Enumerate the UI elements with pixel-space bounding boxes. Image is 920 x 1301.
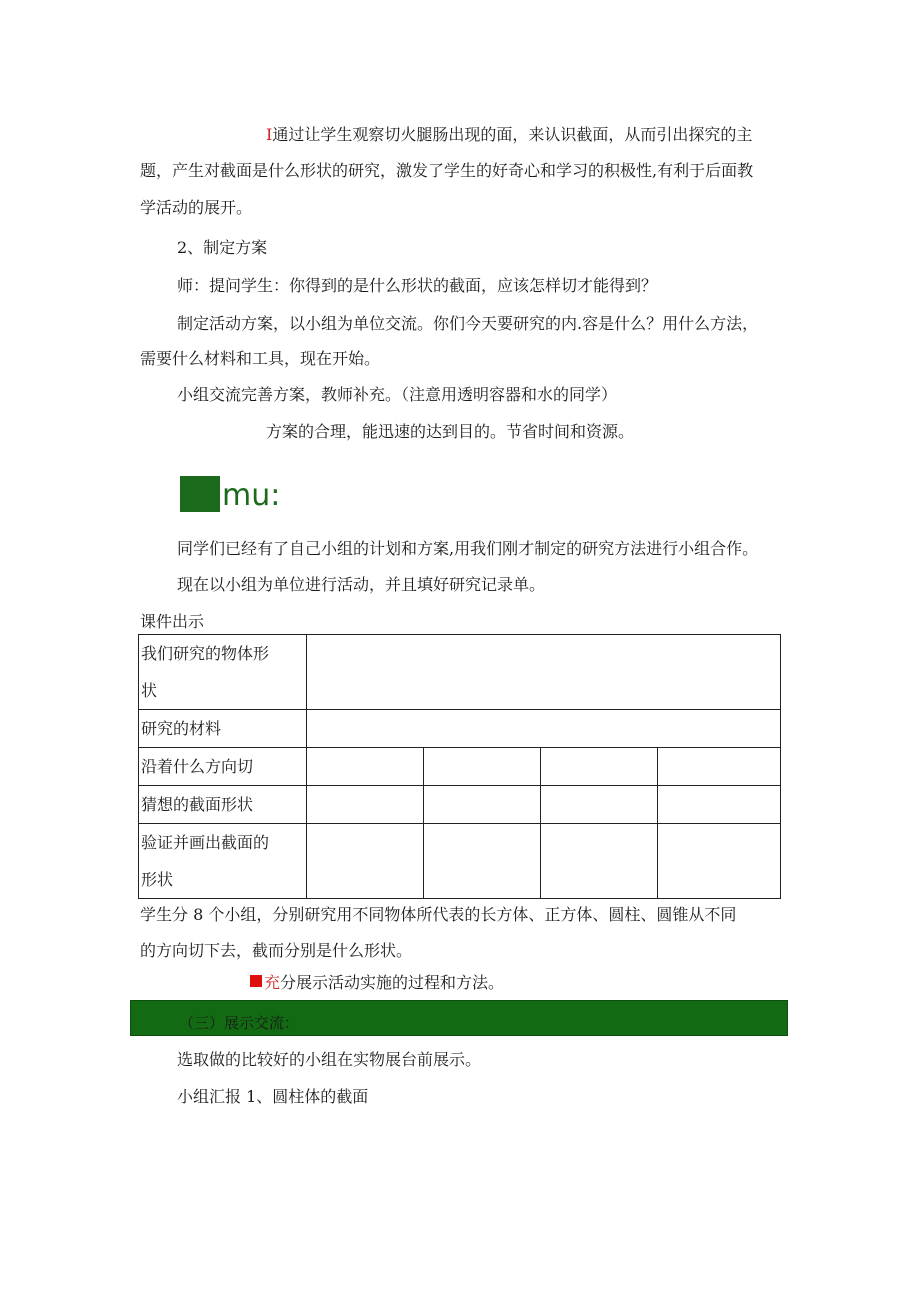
table-row	[139, 824, 781, 899]
section-title: 2、制定方案	[177, 238, 268, 257]
table-cell-label: 研究的材料	[139, 710, 307, 748]
activity-line-1: 同学们已经有了自己小组的计划和方案,用我们刚才制定的研究方法进行小组合作。	[177, 539, 759, 558]
groups-line-2: 的方向切下去，截而分别是什么形状。	[140, 941, 413, 960]
table-cell-label: 沿着什么方向切	[139, 748, 307, 786]
table-cell-blank	[307, 710, 781, 748]
marker: I	[266, 125, 273, 144]
question: 师：提问学生：你得到的是什么形状的截面，应该怎样切才能得到？	[177, 276, 658, 295]
improve-line: 小组交流完善方案，教师补充。（注意用透明容器和水的同学）	[177, 385, 618, 404]
table-cell-blank	[658, 748, 781, 786]
intro-line-3: 学活动的展开。	[140, 198, 253, 217]
intro-line-2: 题，产生对截面是什么形状的研究，激发了学生的好奇心和学习的积极性,有利于后面教	[140, 161, 754, 180]
activity-line-2: 现在以小组为单位进行活动，并且填好研究记录单。	[177, 575, 546, 594]
table-cell-label: 验证并画出截面的 形状	[139, 824, 307, 899]
table-cell-blank	[424, 786, 541, 824]
table-cell-blank	[541, 748, 658, 786]
table-cell-blank	[541, 824, 658, 899]
table-cell-blank	[307, 786, 424, 824]
closing-line-1: 选取做的比较好的小组在实物展台前展示。	[177, 1050, 482, 1069]
groups-note: 充分展示活动实施的过程和方法。	[250, 975, 504, 991]
table-cell-blank	[307, 748, 424, 786]
red-square-icon	[250, 975, 262, 987]
note-line: 方案的合理，能迅速的达到目的。节省时间和资源。	[266, 422, 635, 441]
closing-line-2: 小组汇报 1、圆柱体的截面	[177, 1087, 369, 1106]
section-banner	[130, 1000, 788, 1036]
table-row	[139, 635, 781, 710]
table-row	[139, 748, 781, 786]
intro-line-1: I通过让学生观察切火腿肠出现的面，来认识截面，从而引出探究的主	[266, 125, 753, 144]
table-caption: 课件出示	[140, 612, 205, 631]
record-table	[138, 634, 781, 899]
groups-line-1: 学生分 8 个小组，分别研究用不同物体所代表的长方体、正方体、圆柱、圆锥从不同	[140, 905, 737, 924]
table-cell-blank	[658, 824, 781, 899]
table-row	[139, 710, 781, 748]
table-cell-label: 我们研究的物体形 状	[139, 635, 307, 710]
table-cell-blank	[307, 635, 781, 710]
table-cell-blank	[658, 786, 781, 824]
heading-block	[180, 476, 220, 512]
plan-line-2: 需要什么材料和工具，现在开始。	[140, 349, 381, 368]
table-cell-blank	[424, 824, 541, 899]
plan-line-1: 制定活动方案，以小组为单位交流。你们今天要研究的内.容是什么？用什么方法，	[177, 314, 759, 333]
table-cell-blank	[541, 786, 658, 824]
table-cell-blank	[424, 748, 541, 786]
banner-text: （三）展示交流：	[179, 1014, 300, 1032]
table-row	[139, 786, 781, 824]
heading-mu: mu:	[222, 478, 281, 513]
table-cell-blank	[307, 824, 424, 899]
table-cell-label: 猜想的截面形状	[139, 786, 307, 824]
